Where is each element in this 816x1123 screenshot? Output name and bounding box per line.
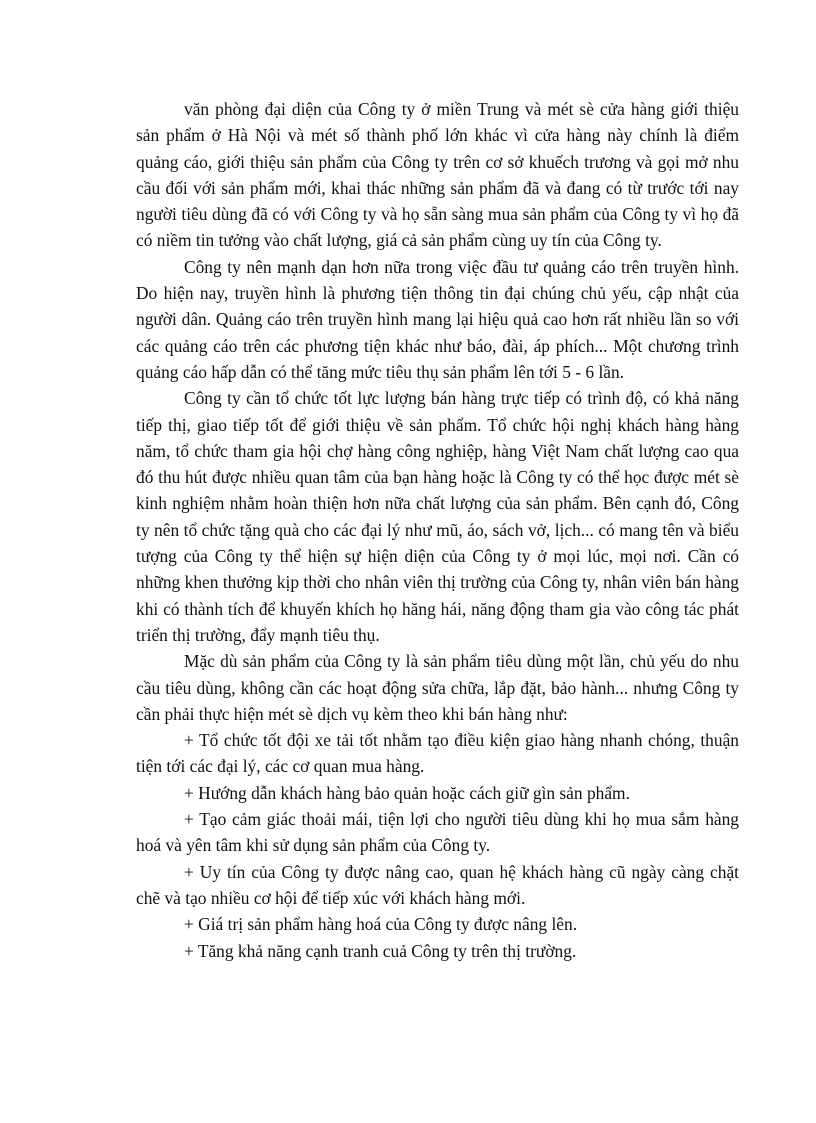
- paragraph-sales-force: Công ty cần tổ chức tốt lực lượng bán hàng trực tiếp có trình độ, có khả năng tiếp thị, giao tiếp tốt để giới thiệu về sản phẩm. Tổ chức hội nghị khách hàng hàng năm, tổ chức tham gia hội chợ hàng công nghiệp, hàng Việt Nam chất lượng cao qua đó thu hút được nhiều quan tâm của bạn hàng hoặc là Công ty có thể học được mét sè kinh nghiệm nhằm hoàn thiện hơn nữa chất lượng của sản phẩm. Bên cạnh đó, Công ty nên tổ chức tặng quà cho các đại lý như mũ, áo, sách vở, lịch... có mang tên và biểu tượng của Công ty thể hiện sự hiện diện của Công ty ở mọi lúc, mọi nơi. Cần có những khen thưởng kịp thời cho nhân viên thị trường của Công ty, nhân viên bán hàng khi có thành tích để khuyến khích họ hăng hái, năng động tham gia vào công tác phát triển thị trường, đẩy mạnh tiêu thụ.: [136, 388, 739, 645]
- document-page: [136, 96, 739, 964]
- list-item-product-care: + Hướng dẫn khách hàng bảo quản hoặc cách giữ gìn sản phẩm.: [184, 782, 630, 803]
- list-item-reputation: + Uy tín của Công ty được nâng cao, quan hệ khách hàng cũ ngày càng chặt chẽ và tạo nhiều cơ hội để tiếp xúc với khách hàng mới.: [136, 861, 739, 908]
- paragraph-tv-advertising: Công ty nên mạnh dạn hơn nữa trong việc đầu tư quảng cáo trên truyền hình. Do hiện nay, truyền hình là phương tiện thông tin đại chúng chủ yếu, cập nhật của người dân. Quảng cáo trên truyền hình mang lại hiệu quả cao hơn rất nhiều lần so với các quảng cáo trên các phương tiện khác như báo, đài, áp phích... Một chương trình quảng cáo hấp dẫn có thể tăng mức tiêu thụ sản phẩm lên tới 5 - 6 lần.: [136, 256, 739, 382]
- list-item-delivery-fleet: + Tổ chức tốt đội xe tải tốt nhằm tạo điều kiện giao hàng nhanh chóng, thuận tiện tới các đại lý, các cơ quan mua hàng.: [136, 730, 739, 777]
- list-item-competitiveness: + Tăng khả năng cạnh tranh cuả Công ty trên thị trường.: [184, 940, 577, 961]
- paragraph-services-intro: Mặc dù sản phẩm của Công ty là sản phẩm tiêu dùng một lần, chủ yếu do nhu cầu tiêu dùng, không cần các hoạt động sửa chữa, lắp đặt, bảo hành... nhưng Công ty cần phải thực hiện mét sè dịch vụ kèm theo khi bán hàng như:: [136, 651, 739, 724]
- list-item-customer-comfort: + Tạo cảm giác thoải mái, tiện lợi cho người tiêu dùng khi họ mua sắm hàng hoá và yên tâm khi sử dụng sản phẩm của Công ty.: [136, 809, 739, 856]
- paragraph-representative-office: văn phòng đại diện của Công ty ở miền Trung và mét sè cửa hàng giới thiệu sản phẩm ở Hà Nội và mét số thành phố lớn khác vì cửa hàng này chính là điểm quảng cáo, giới thiệu sản phẩm của Công ty trên cơ sở khuếch trương và gọi mở nhu cầu đối với sản phẩm mới, khai thác những sản phẩm đã và đang có từ trước tới nay người tiêu dùng đã có với Công ty và họ sẵn sàng mua sản phẩm của Công ty vì họ đã có niềm tin tưởng vào chất lượng, giá cả sản phẩm cùng uy tín của Công ty.: [136, 99, 739, 251]
- list-item-product-value: + Giá trị sản phẩm hàng hoá của Công ty được nâng lên.: [184, 914, 578, 935]
